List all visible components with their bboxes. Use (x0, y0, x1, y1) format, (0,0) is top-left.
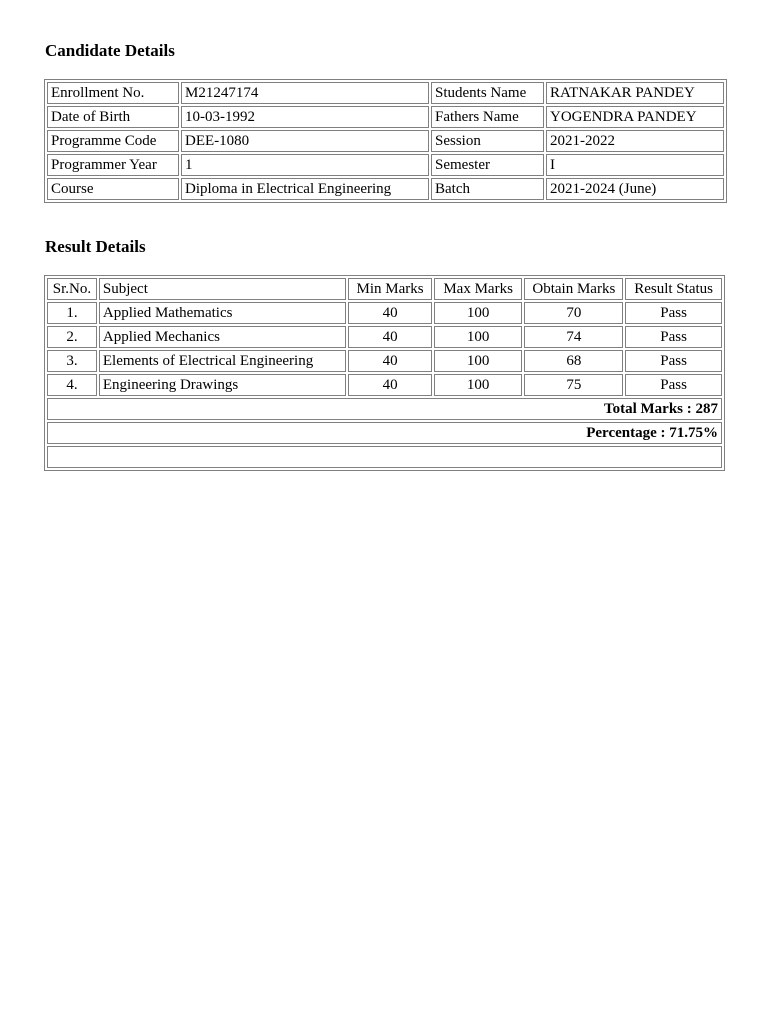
sr-no-cell: 3. (47, 350, 97, 372)
percentage: Percentage : 71.75% (47, 422, 722, 444)
father-name-value: YOGENDRA PANDEY (546, 106, 724, 128)
total-marks-row (47, 398, 722, 420)
candidate-row-enrollment (47, 82, 724, 104)
min-marks-cell: 40 (348, 326, 432, 348)
min-marks-cell: 40 (348, 374, 432, 396)
sr-no-cell: 2. (47, 326, 97, 348)
table-row (47, 326, 722, 348)
candidate-details-heading: Candidate Details (45, 41, 175, 60)
header-sr-no: Sr.No. (47, 278, 97, 300)
father-name-label: Fathers Name (431, 106, 544, 128)
sr-no-cell: 1. (47, 302, 97, 324)
dob-label: Date of Birth (47, 106, 179, 128)
candidate-row-course (47, 178, 724, 200)
obtain-marks-cell: 75 (524, 374, 623, 396)
subject-cell: Applied Mathematics (99, 302, 346, 324)
obtain-marks-cell: 68 (524, 350, 623, 372)
max-marks-cell: 100 (434, 302, 523, 324)
obtain-marks-cell: 74 (524, 326, 623, 348)
max-marks-cell: 100 (434, 350, 523, 372)
semester-label: Semester (431, 154, 544, 176)
table-row (47, 350, 722, 372)
header-obtain-marks: Obtain Marks (524, 278, 623, 300)
session-label: Session (431, 130, 544, 152)
max-marks-cell: 100 (434, 374, 523, 396)
dob-value: 10-03-1992 (181, 106, 429, 128)
max-marks-cell: 100 (434, 326, 523, 348)
header-subject: Subject (99, 278, 346, 300)
empty-row (47, 446, 722, 468)
enrollment-label: Enrollment No. (47, 82, 179, 104)
batch-value: 2021-2024 (June) (546, 178, 724, 200)
percentage-row (47, 422, 722, 444)
student-name-value: RATNAKAR PANDEY (546, 82, 724, 104)
min-marks-cell: 40 (348, 350, 432, 372)
table-row (47, 302, 722, 324)
candidate-row-programme (47, 130, 724, 152)
programme-code-label: Programme Code (47, 130, 179, 152)
empty-cell (47, 446, 722, 468)
min-marks-cell: 40 (348, 302, 432, 324)
programme-code-value: DEE-1080 (181, 130, 429, 152)
sr-no-cell: 4. (47, 374, 97, 396)
obtain-marks-cell: 70 (524, 302, 623, 324)
subject-cell: Engineering Drawings (99, 374, 346, 396)
semester-value: I (546, 154, 724, 176)
result-status-cell: Pass (625, 326, 722, 348)
result-header-row (47, 278, 722, 300)
candidate-details-table (44, 79, 727, 203)
result-details-table (44, 275, 725, 471)
header-max-marks: Max Marks (434, 278, 523, 300)
programmer-year-label: Programmer Year (47, 154, 179, 176)
candidate-row-dob (47, 106, 724, 128)
course-label: Course (47, 178, 179, 200)
batch-label: Batch (431, 178, 544, 200)
enrollment-value: M21247174 (181, 82, 429, 104)
student-name-label: Students Name (431, 82, 544, 104)
header-result-status: Result Status (625, 278, 722, 300)
table-row (47, 374, 722, 396)
candidate-row-year (47, 154, 724, 176)
subject-cell: Applied Mechanics (99, 326, 346, 348)
programmer-year-value: 1 (181, 154, 429, 176)
result-status-cell: Pass (625, 374, 722, 396)
total-marks: Total Marks : 287 (47, 398, 722, 420)
result-status-cell: Pass (625, 350, 722, 372)
subject-cell: Elements of Electrical Engineering (99, 350, 346, 372)
result-details-heading: Result Details (45, 237, 146, 256)
header-min-marks: Min Marks (348, 278, 432, 300)
session-value: 2021-2022 (546, 130, 724, 152)
result-status-cell: Pass (625, 302, 722, 324)
course-value: Diploma in Electrical Engineering (181, 178, 429, 200)
